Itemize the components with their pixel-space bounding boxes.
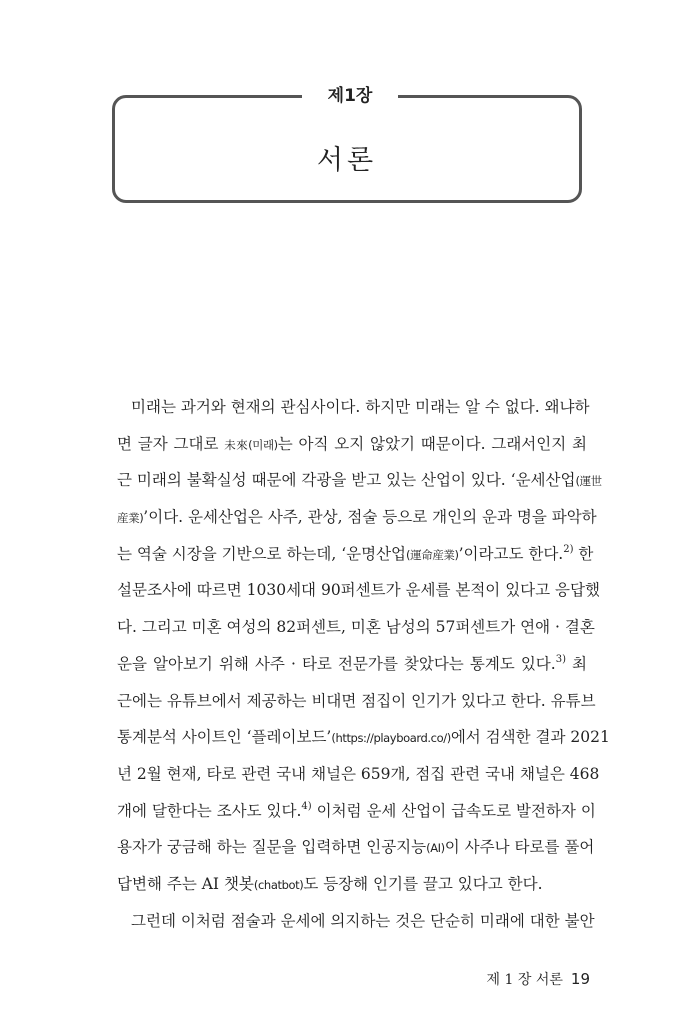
annotation-run: (運世 (575, 474, 602, 489)
text-line (117, 462, 602, 499)
text-run: ’이라고도 한다. (458, 544, 564, 563)
text-line (117, 829, 595, 866)
text-line (117, 866, 587, 903)
footnote-marker: 2) (563, 543, 574, 555)
text-line (117, 499, 597, 536)
text-line (117, 756, 600, 793)
text-run: 이처럼 운세 산업이 급속도로 발전하자 이 (311, 801, 596, 820)
text-line (117, 793, 596, 830)
text-run: 는 역술 시장을 기반으로 하는데, ‘운명산업 (117, 544, 407, 563)
text-run: 미래는 과거와 현재의 관심사이다. 하지만 미래는 알 수 없다. 왜냐하 (131, 398, 590, 416)
text-line (117, 719, 610, 756)
page-number: 19 (570, 970, 590, 988)
text-run: 근에는 유튜브에서 제공하는 비대면 점집이 인기가 있다고 한다. 유튜브 (117, 691, 596, 710)
text-run: 에서 검색한 결과 2021 (450, 728, 610, 747)
footnote-marker: 4) (301, 800, 312, 812)
chapter-label: 제1장 (302, 80, 398, 112)
text-run: 운을 알아보기 위해 사주 · 타로 전문가를 찾았다는 통계도 있다. (117, 654, 556, 673)
annotation-run: 産業) (117, 511, 144, 526)
annotation-run: (運命産業) (406, 547, 459, 562)
text-run: 통계분석 사이트인 ‘플레이보드’ (117, 728, 332, 747)
annotation-run: (AI) (426, 841, 445, 856)
text-line (117, 646, 587, 683)
annotation-run: 未來(미래) (224, 437, 278, 452)
text-run: 그런데 이처럼 점술과 운세에 의지하는 것은 단순히 미래에 대한 불안 (131, 911, 595, 930)
text-run: 개에 달한다는 조사도 있다. (117, 801, 302, 820)
text-run: 최 (565, 654, 587, 673)
chapter-title: 서론 (316, 145, 378, 176)
text-run: 답변해 주는 AI 챗봇 (117, 874, 254, 893)
text-run: 설문조사에 따르면 1030세대 90퍼센트가 운세를 본적이 있다고 응답했 (117, 581, 600, 600)
body-text (117, 389, 610, 939)
text-line (117, 389, 590, 426)
text-run: 도 등장해 인기를 끌고 있다고 한다. (303, 874, 543, 893)
text-run: 는 아직 오지 않았기 때문이다. 그래서인지 최 (277, 434, 587, 453)
page-footer (487, 969, 590, 989)
running-head: 제 1 장 서론 (486, 972, 563, 988)
text-line (117, 609, 595, 646)
text-line (117, 683, 596, 720)
text-run: 면 글자 그대로 (117, 434, 225, 453)
text-run: 용자가 궁금해 하는 질문을 입력하면 인공지능 (117, 838, 427, 857)
text-run: 한 (573, 544, 594, 563)
text-run: 년 2월 현재, 타로 관련 국내 채널은 659개, 점집 관련 국내 채널은 468 (117, 764, 600, 783)
annotation-run: (https://playboard.co/) (331, 731, 451, 746)
text-run: 다. 그리고 미혼 여성의 82퍼센트, 미혼 남성의 57퍼센트가 연애 · 결혼 (117, 618, 595, 637)
text-line (117, 572, 600, 609)
text-line (117, 903, 595, 940)
text-line (117, 426, 587, 463)
text-run: 이 사주나 타로를 풀어 (444, 838, 595, 857)
footnote-marker: 3) (555, 653, 566, 665)
text-line (117, 536, 594, 573)
annotation-run: (chatbot) (253, 877, 304, 892)
text-run: 근 미래의 불확실성 때문에 각광을 받고 있는 산업이 있다. ‘운세산업 (117, 471, 576, 490)
text-run: ’이다. 운세산업은 사주, 관상, 점술 등으로 개인의 운과 명을 파악하 (143, 508, 597, 527)
